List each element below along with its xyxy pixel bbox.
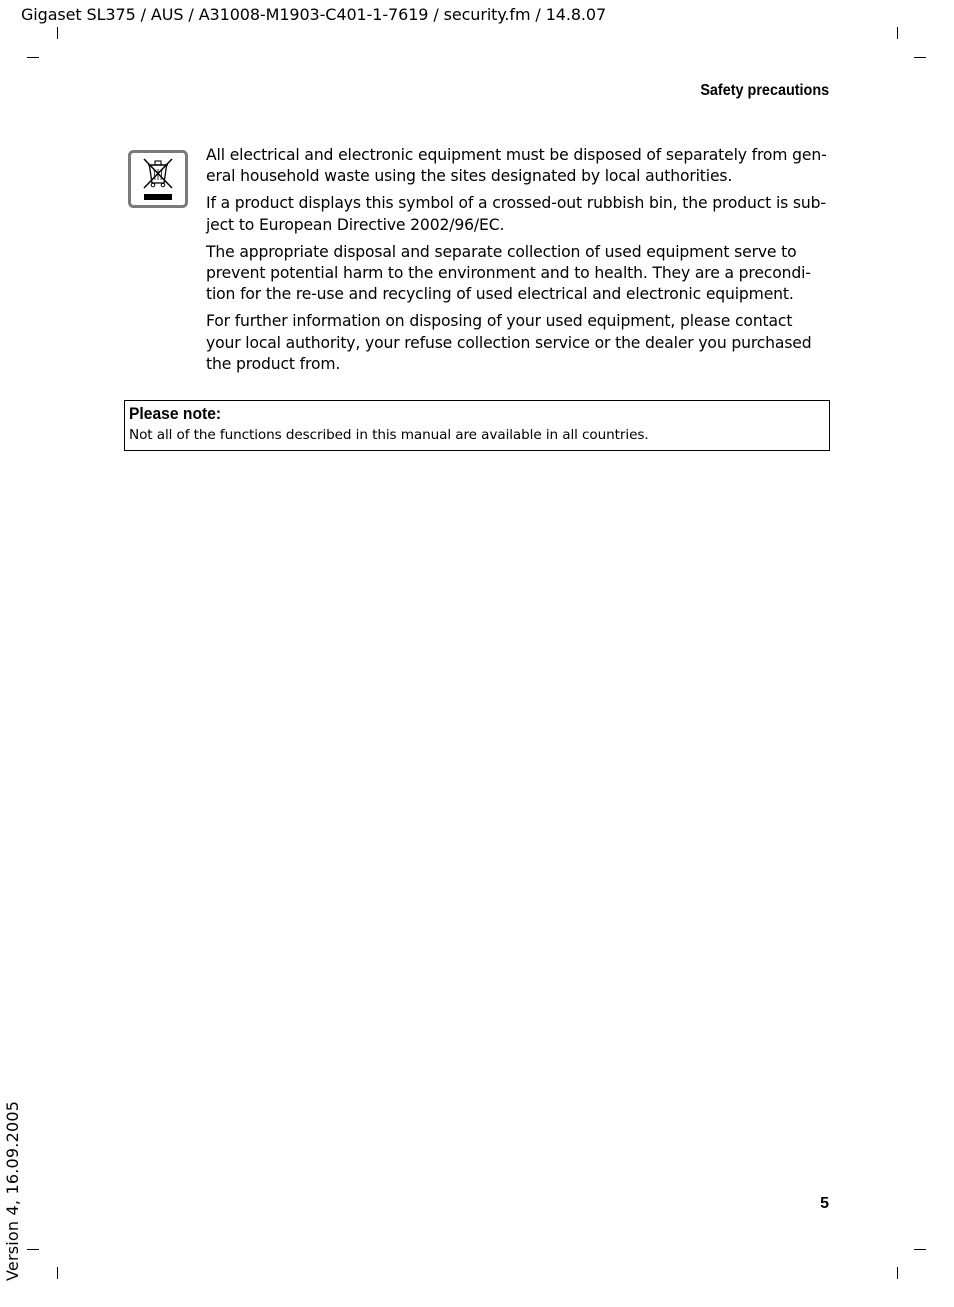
crop-mark-bottom-left-horizontal (27, 1249, 39, 1250)
text-line: prevent potential harm to the environment and to health. They are a precondi- (206, 264, 811, 283)
disposal-paragraph-2 (206, 193, 830, 236)
document-info-header: Gigaset SL375 / AUS / A31008-M1903-C401-1-7619 / security.fm / 14.8.07 (21, 5, 607, 24)
crossed-out-rubbish-bin-icon (128, 150, 188, 208)
text-line: your local authority, your refuse collection service or the dealer you purchased (206, 333, 812, 352)
note-title: Please note: (129, 404, 222, 423)
version-label: Version 4, 16.09.2005 (3, 1100, 22, 1281)
crop-mark-top-right-vertical (897, 27, 898, 39)
crop-mark-top-left-horizontal (27, 57, 39, 58)
crop-mark-bottom-right-horizontal (914, 1249, 926, 1250)
note-box (124, 400, 830, 451)
text-line: eral household waste using the sites designated by local authorities. (206, 167, 733, 186)
text-line: All electrical and electronic equipment must be disposed of separately from gen- (206, 146, 827, 164)
disposal-paragraph-4 (206, 311, 830, 375)
crop-mark-top-right-horizontal (914, 57, 926, 58)
section-title: Safety precautions (700, 82, 829, 99)
text-line: the product from. (206, 355, 341, 374)
disposal-paragraph-3 (206, 242, 830, 306)
disposal-information (206, 145, 830, 381)
crop-mark-top-left-vertical (57, 27, 58, 39)
note-text: Not all of the functions described in this manual are available in all countries. (129, 427, 649, 443)
disposal-paragraph-1 (206, 145, 830, 188)
crop-mark-bottom-left-vertical (57, 1267, 58, 1279)
text-line: tion for the re-use and recycling of used electrical and electronic equipment. (206, 285, 794, 304)
text-line: ject to European Directive 2002/96/EC. (206, 215, 505, 234)
crop-mark-bottom-right-vertical (897, 1267, 898, 1279)
text-line: For further information on disposing of your used equipment, please contact (206, 312, 793, 331)
text-line: If a product displays this symbol of a crossed-out rubbish bin, the product is sub- (206, 194, 826, 213)
text-line: The appropriate disposal and separate collection of used equipment serve to (206, 242, 797, 261)
page-number: 5 (820, 1195, 829, 1212)
